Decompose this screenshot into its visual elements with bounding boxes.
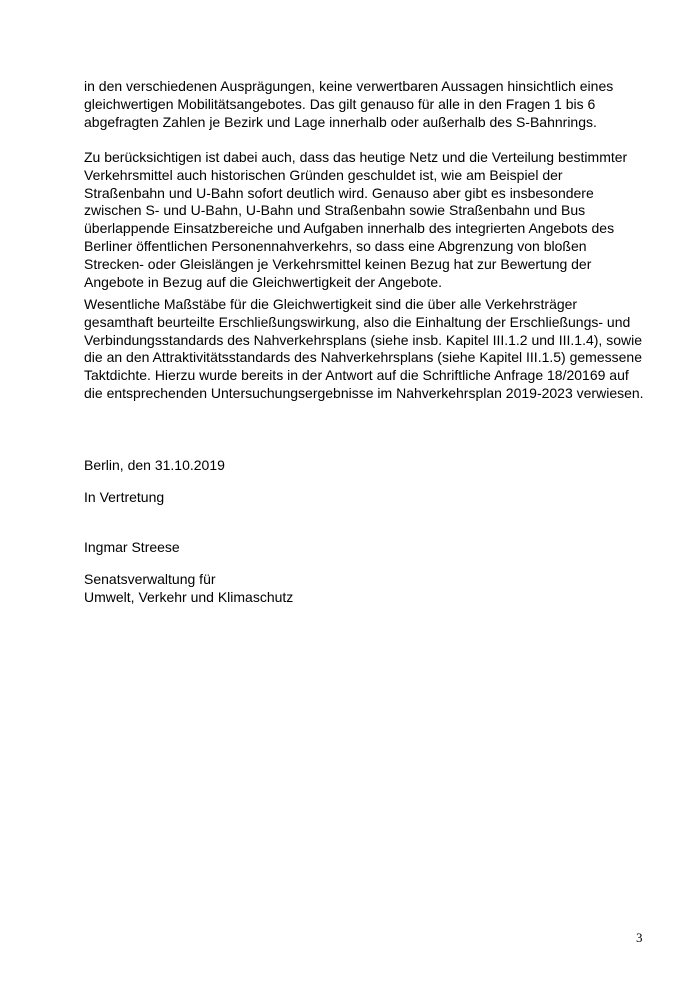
paragraph-line: in den verschiedenen Ausprägungen, keine verwertbaren Aussagen hinsichtlich eines [84,78,614,94]
paragraph-line: Wesentliche Maßstäbe für die Gleichwertigkeit sind die über alle Verkehrsträger [84,296,578,312]
page-number: 3 [636,930,643,945]
paragraph-line: Verkehrsmittel auch historischen Gründen geschuldet ist, wie am Beispiel der [84,166,563,183]
paragraph-line: die an den Attraktivitätsstandards des Nahverkehrsplans (siehe Kapitel III.1.5) gemessene [84,349,642,366]
paragraph-line: gleichwertigen Mobilitätsangebotes. Das gilt genauso für alle in den Fragen 1 bis 6 [84,95,596,112]
closing-representation: In Vertretung [84,489,165,505]
department-block [84,571,293,607]
paragraph-2 [84,149,627,291]
closing-date: Berlin, den 31.10.2019 [84,457,225,473]
paragraph-line: Straßenbahn und U-Bahn sofort deutlich wird. Genauso aber gibt es insbesondere [84,184,594,201]
paragraph-line: Berliner öffentlichen Personennahverkehrs, so dass eine Abgrenzung von bloßen [84,237,587,254]
paragraph-line: Taktdichte. Hierzu wurde bereits in der Antwort auf die Schriftliche Anfrage 18/20169 auf [84,367,629,384]
paragraph-line: gesamthaft beurteilte Erschließungswirkung, also die Einhaltung der Erschließungs- und [84,313,631,330]
paragraph-line: die entsprechenden Untersuchungsergebnisse im Nahverkehrsplan 2019-2023 verwiesen. [84,384,644,401]
paragraph-line: abgefragten Zahlen je Bezirk und Lage innerhalb oder außerhalb des S-Bahnrings. [84,113,597,130]
paragraph-line: Strecken- oder Gleislängen je Verkehrsmittel keinen Bezug hat zur Bewertung der [84,255,592,272]
department-line: Senatsverwaltung für [84,571,216,587]
paragraph-3 [84,296,644,403]
paragraph-line: Verbindungsstandards des Nahverkehrsplans (siehe insb. Kapitel III.1.2 und III.1.4), sowie [84,331,642,348]
paragraph-1 [84,78,613,131]
paragraph-line: Zu berücksichtigen ist dabei auch, dass das heutige Netz und die Verteilung bestimmter [84,149,628,165]
paragraph-line: zwischen S- und U-Bahn, U-Bahn und Straßenbahn sowie Straßenbahn und Bus [84,202,586,219]
department-line: Umwelt, Verkehr und Klimaschutz [84,588,294,605]
paragraph-line: Angebote in Bezug auf die Gleichwertigkeit der Angebote. [84,273,443,290]
signer-name: Ingmar Streese [84,539,180,555]
paragraph-line: überlappende Einsatzbereiche und Aufgaben innerhalb des integrierten Angebots des [84,220,615,237]
